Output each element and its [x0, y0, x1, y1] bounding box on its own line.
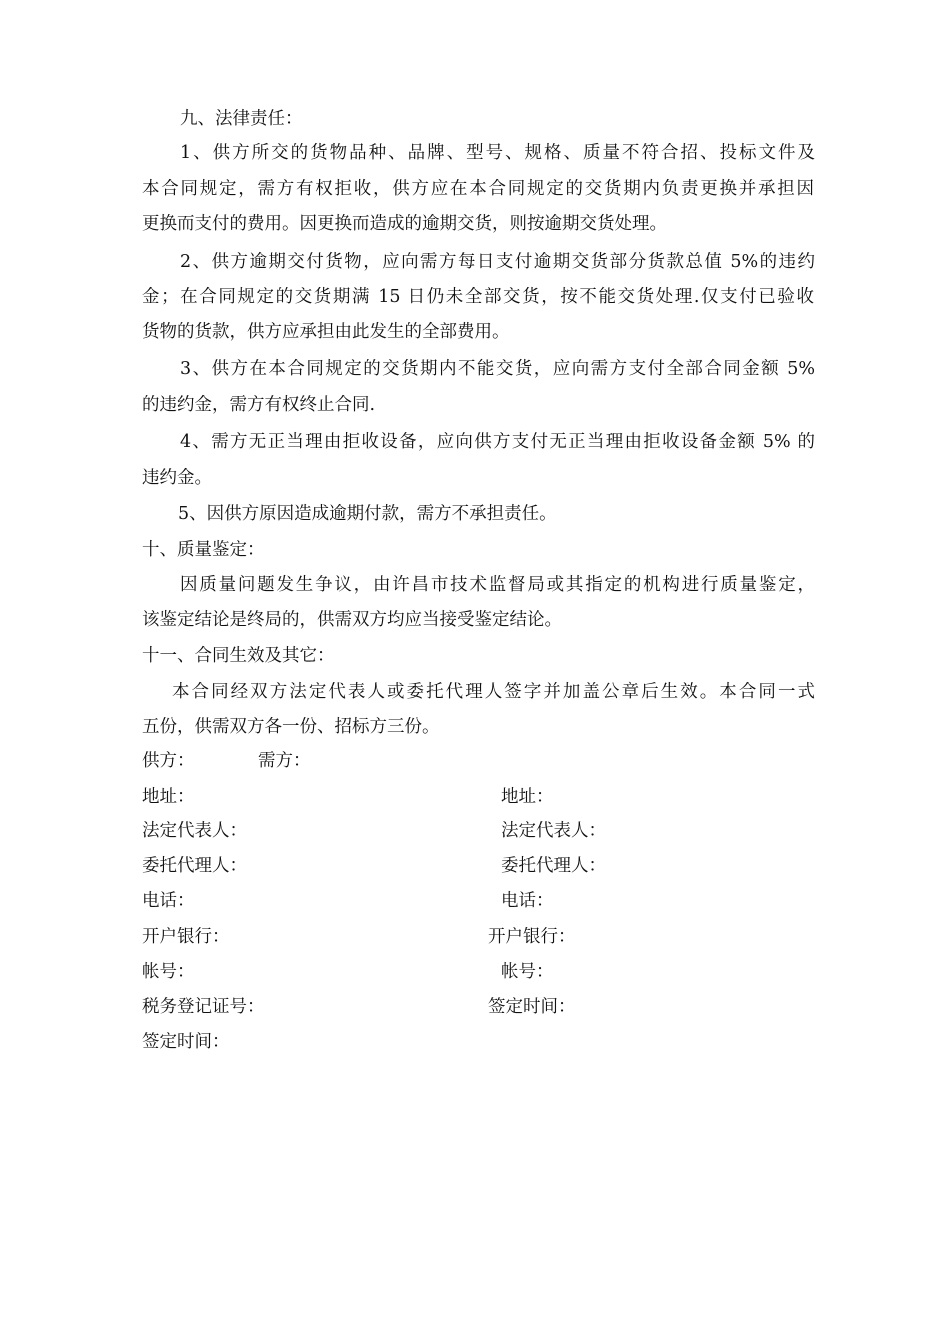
supplier-sign-date-label: 签定时间：	[142, 1032, 230, 1052]
buyer-agent-label: 委托代理人：	[501, 856, 606, 876]
section-11-heading: 十一、合同生效及其它：	[142, 646, 335, 666]
buyer-sign-date-label: 签定时间：	[488, 997, 576, 1017]
section-9-item-2-line-1: 2、供方逾期交付货物，应向需方每日支付逾期交货部分货款总值 5%的违约	[180, 252, 815, 272]
supplier-phone-label: 电话：	[142, 891, 195, 911]
section-9-item-2-line-3: 货物的货款，供方应承担由此发生的全部费用。	[142, 322, 510, 342]
section-10-paragraph-line-2: 该鉴定结论是终局的，供需双方均应当接受鉴定结论。	[142, 610, 562, 630]
buyer-address-label: 地址：	[501, 787, 554, 807]
supplier-account-label: 帐号：	[142, 962, 195, 982]
section-11-paragraph-line-2: 五份，供需双方各一份、招标方三份。	[142, 717, 440, 737]
section-10-heading: 十、质量鉴定：	[142, 540, 265, 560]
section-11-paragraph-line-1: 本合同经双方法定代表人或委托代理人签字并加盖公章后生效。本合同一式	[172, 682, 815, 702]
supplier-agent-label: 委托代理人：	[142, 856, 247, 876]
supplier-label: 供方：	[142, 751, 195, 771]
section-9-item-1-line-3: 更换而支付的费用。因更换而造成的逾期交货，则按逾期交货处理。	[142, 214, 667, 234]
section-9-item-1-line-2: 本合同规定，需方有权拒收，供方应在本合同规定的交货期内负责更换并承担因	[142, 179, 814, 199]
section-9-item-3-line-2: 的违约金，需方有权终止合同.	[142, 395, 376, 415]
supplier-bank-label: 开户银行：	[142, 927, 230, 947]
buyer-bank-label: 开户银行：	[488, 927, 576, 947]
supplier-tax-id-label: 税务登记证号：	[142, 997, 265, 1017]
supplier-legal-rep-label: 法定代表人：	[142, 821, 247, 841]
buyer-account-label: 帐号：	[501, 962, 554, 982]
supplier-address-label: 地址：	[142, 787, 195, 807]
section-9-item-5: 5、因供方原因造成逾期付款，需方不承担责任。	[178, 504, 557, 524]
buyer-legal-rep-label: 法定代表人：	[501, 821, 606, 841]
section-9-item-1-line-1: 1、供方所交的货物品种、品牌、型号、规格、质量不符合招、投标文件及	[180, 143, 815, 163]
buyer-label: 需方：	[258, 751, 311, 771]
section-9-item-2-line-2: 金；在合同规定的交货期满 15 日仍未全部交货，按不能交货处理.仅支付已验收	[142, 287, 814, 307]
section-9-item-4-line-1: 4、需方无正当理由拒收设备，应向供方支付无正当理由拒收设备金额 5% 的	[180, 432, 815, 452]
section-9-item-3-line-1: 3、供方在本合同规定的交货期内不能交货，应向需方支付全部合同金额 5%	[180, 359, 815, 379]
section-9-heading: 九、法律责任：	[180, 109, 303, 129]
section-9-item-4-line-2: 违约金。	[142, 468, 212, 488]
section-10-paragraph-line-1: 因质量问题发生争议，由许昌市技术监督局或其指定的机构进行质量鉴定，	[180, 575, 815, 595]
buyer-phone-label: 电话：	[501, 891, 554, 911]
